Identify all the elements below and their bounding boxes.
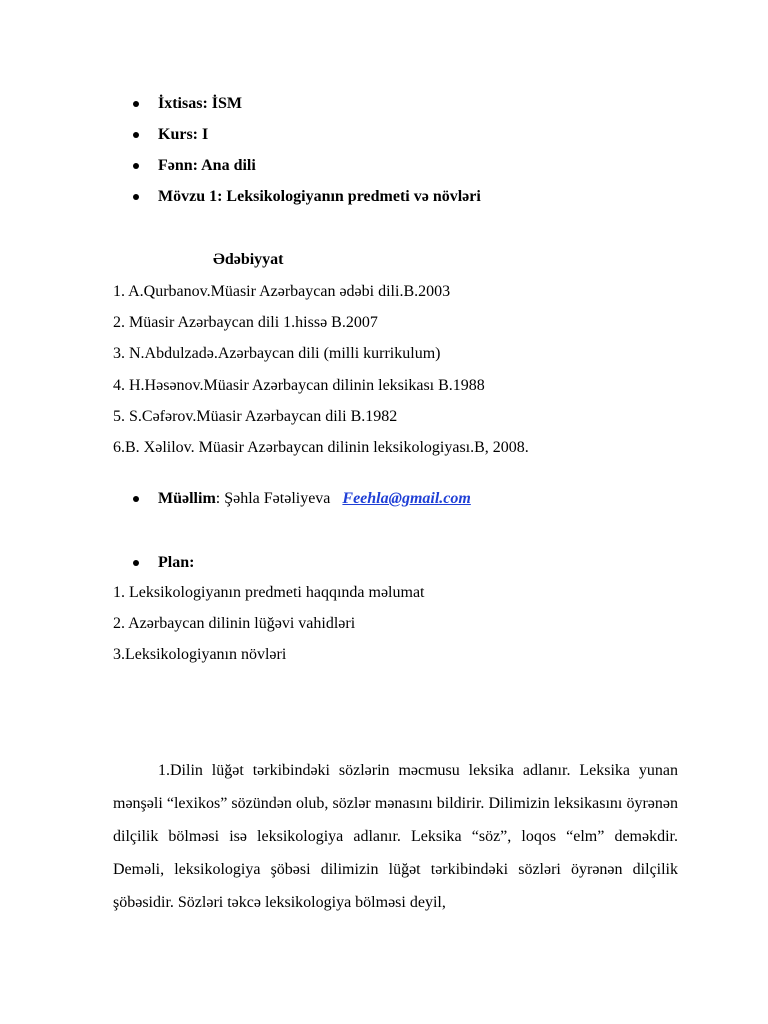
literature-list xyxy=(113,276,529,463)
course-info-item-specialty: İxtisas: İSM xyxy=(113,88,481,119)
plan-item: 1. Leksikologiyanın predmeti haqqında məlumat xyxy=(113,584,425,601)
bullet-icon xyxy=(133,163,139,169)
plan-title-line xyxy=(113,547,194,578)
teacher-label: Müəllim xyxy=(158,490,216,507)
teacher-name: Şəhla Fətəliyeva xyxy=(224,490,331,507)
course-info-list xyxy=(113,88,481,212)
course-info-item-subject: Fənn: Ana dili xyxy=(113,150,481,181)
literature-item: 3. N.Abdulzadə.Azərbaycan dili (milli kurrikulum) xyxy=(113,345,441,363)
literature-heading: Ədəbiyyat xyxy=(213,251,284,268)
teacher-line xyxy=(113,483,471,514)
plan-title: Plan: xyxy=(158,554,195,571)
body-paragraph: 1.Dilin lüğət tərkibindəki sözlərin məcmusu leksika adlanır. Leksika yunan mənşəli “lexikos” sözündən olub, sözlər mənasını bildirir. Dilimizin leksikasını öyrənən dilçilik bölməsi isə leksikologiya adlanır. Leksika “söz”, loqos “elm” deməkdir. Deməli, leksikologiya şöbəsi dilimizin lüğət tərkibindəki sözləri öyrənən dilçilik şöbəsidir. Sözləri təkcə leksikologiya bölməsi deyil, xyxy=(113,762,678,911)
literature-item: 1. A.Qurbanov.Müasir Azərbaycan ədəbi dili.B.2003 xyxy=(113,283,451,300)
plan-list xyxy=(113,577,424,671)
course-info-item-topic: Mövzu 1: Leksikologiyanın predmeti və növləri xyxy=(113,181,481,212)
bullet-icon xyxy=(133,101,139,107)
teacher-email-link[interactable]: Feehla@gmail.com xyxy=(342,490,471,507)
course-info-item-course: Kurs: I xyxy=(113,119,481,150)
plan-section xyxy=(113,547,194,578)
literature-item: 6.B. Xəlilov. Müasir Azərbaycan dilinin leksikologiyası.B, 2008. xyxy=(113,438,529,456)
literature-item: 2. Müasir Azərbaycan dili 1.hissə B.2007 xyxy=(113,314,378,332)
literature-item: 4. H.Həsənov.Müasir Azərbaycan dilinin leksikası B.1988 xyxy=(113,376,485,394)
bullet-icon xyxy=(133,132,139,138)
teacher-separator: : xyxy=(215,490,225,507)
teacher-section xyxy=(113,483,471,514)
literature-item: 5. S.Cəfərov.Müasir Azərbaycan dili B.1982 xyxy=(113,407,398,425)
bullet-icon xyxy=(133,560,139,566)
plan-item: 2. Azərbaycan dilinin lüğəvi vahidləri xyxy=(113,615,356,633)
bullet-icon xyxy=(133,194,139,200)
bullet-icon xyxy=(133,496,139,502)
plan-item: 3.Leksikologiyanın növləri xyxy=(113,646,287,664)
